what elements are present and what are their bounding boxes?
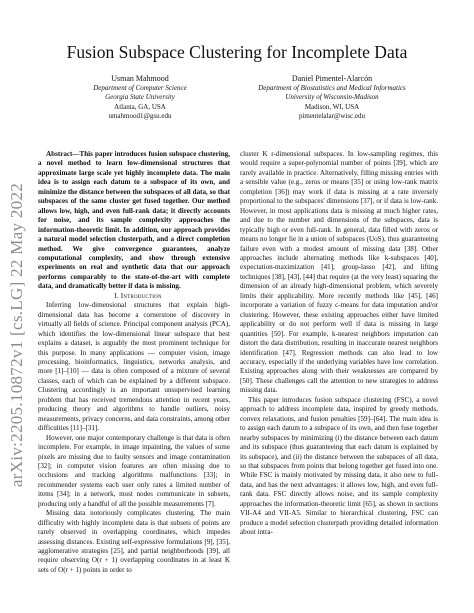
- author-email: pimentelalar@wisc.edu: [298, 112, 366, 121]
- paragraph: Missing data notoriously complicates clustering. The main difficulty with highly incomplete data is that subsets of points are rarely observed in overlapping coordinates, which impedes assessing distances. Existing self-expressive formulations [9], [35], agglomerative strategies [25], and partial neighborhoods [39], all require observing O(r + 1) overlapping coordinates in at least K sets of O(r + 1) points in order to: [38, 509, 230, 574]
- arxiv-stamp: [4, 170, 30, 500]
- paragraph: cluster K r-dimensional subspaces. In low-sampling regimes, this would require a super-polynomial number of points [39], which are rarely available in practice. Alternatively, filling missing entries with a sensible value (e.g., zeros or means [35] or using low-rank matrix completion [36]) may work if data is missing at a rate inversely proportional to the subspaces' dimensions [37], or if data is low-rank. However, in most applications data is missing at much higher rates, and due to the number and dimensions of the subspaces, data is typically high or even full-rank. In general, data filled with zeros or means no longer lie in a union of subspaces (UoS), thus guaranteeing failure even with a modest amount of missing data [38]. Other approaches include alternating methods like k-subspaces [40], expectation-maximization [41], group-lasso [42], and lifting techniques [38], [43], [44] that require (at the very least) squaring the dimension of an already high-dimensional problem, which severely limits their applicability. More recently methods like [45], [46] incorporate a variation of fuzzy c-means for data imputation and/or clustering. However, these existing approaches either have limited applicability or do not perform well if data is missing in large quantities [50]. For example, k-nearest neighbors imputation can distort the data distribution, resulting in inaccurate nearest neighbors identification [47]. Regression methods can also lead to low accuracy, especially if the underlying variables have low correlation. Existing approaches along with their weaknesses are compared by [50]. These challenges call the attention to new strategies to address missing data.: [240, 150, 438, 395]
- section-heading: I. Introduction: [114, 291, 162, 300]
- paragraph: However, one major contemporary challenge is that data is often incomplete. For example, in image inpainting, the values of some pixels are missing due to faulty sensors and image contamination [32]; in computer vision features are often missing due to occlusions and tracking algorithms malfunctions [33]; in recommender systems each user only rates a limited number of items [34]; in a network, most nodes communicate in subsets, producing only a handful of all the possible measurements [7].: [38, 433, 230, 508]
- arxiv-stamp-text: arXiv:2205.10872v1 [cs.LG] 22 May 2022: [7, 182, 26, 488]
- author-location: Atlanta, GA, USA: [114, 102, 166, 111]
- left-column: [38, 150, 230, 600]
- author-block-2: [232, 74, 432, 122]
- author-institution: Georgia State University: [105, 93, 175, 102]
- author-name: Usman Mahmood: [111, 74, 169, 83]
- author-location: Madison, WI, USA: [304, 102, 360, 111]
- author-institution: University of Wisconsin-Madison: [285, 93, 379, 102]
- paper-title: Fusion Subspace Clustering for Incomplete Data: [66, 42, 408, 62]
- author-name: Daniel Pimentel-Alarcón: [291, 74, 373, 83]
- author-block-1: [55, 74, 225, 122]
- author-department: Department of Biostatistics and Medical Informatics: [258, 83, 406, 92]
- abstract: Abstract—This paper introduces fusion subspace clustering, a novel method to learn low-dimensional structures that approximate large scale yet highly incomplete data. The main idea is to assign each datum to a subspace of its own, and minimize the distance between the subspaces of all data, so that subspaces of the same cluster get fused together. Our method allows low, high, and even full-rank data; it directly accounts for noise, and its sample complexity approaches the information-theoretic limit. In addition, our approach provides a natural model selection clusterpath, and a direct completion method. We give convergence guarantees, analyze computational complexity, and show through extensive experiments on real and synthetic data that our approach performs comparably to the state-of-the-art with complete data, and dramatically better if data is missing.: [38, 150, 230, 291]
- right-column: [240, 150, 438, 600]
- author-email: umahmood1@gsu.edu: [108, 112, 172, 121]
- paragraph: This paper introduces fusion subspace clustering (FSC), a novel approach to address incomplete data, inspired by greedy methods, convex relaxations, and fusion penalties [59]–[64]. The main idea is to assign each datum to a subspace of its own, and then fuse together nearby subspaces by minimizing (i) the distance between each datum and its subspace (thus guaranteeing that each datum is explained by its subspace), and (ii) the distance between the subspaces of all data, so that subspaces from points that belong together get fused into one. While FSC is mainly motivated by missing data, it also new to full-data, and has the next advantages: it allows low, high, and even full-rank data. FSC directly allows noise, and its sample complexity approaches the information-theoretic limit [65], as shown in sections VII-A4 and VII-A5. Similar to hierarchical clustering, FSC can produce a model selection clusterpath providing detailed information about intra-: [240, 395, 438, 537]
- author-department: Department of Computer Science: [93, 83, 187, 92]
- paragraph: Inferring low-dimensional structures that explain high-dimensional data has become a cornerstone of discovery in virtually all fields of science. Principal component analysis (PCA), which identifies the low-dimensional linear subspace that best explains a dataset, is arguably the most prominent technique for this purpose. In many applications — computer vision, image processing, bioinformatics, linguistics, networks analysis, and more [1]–[10] — data is often composed of a mixture of several classes, each of which can be explained by a different subspace. Clustering accordingly is an important unsupervised learning problem that has received tremendous attention in recent years, producing theory and algorithms to handle outliers, noisy measurements, privacy concerns, and data constraints, among other difficulties [11]–[31].: [38, 301, 230, 433]
